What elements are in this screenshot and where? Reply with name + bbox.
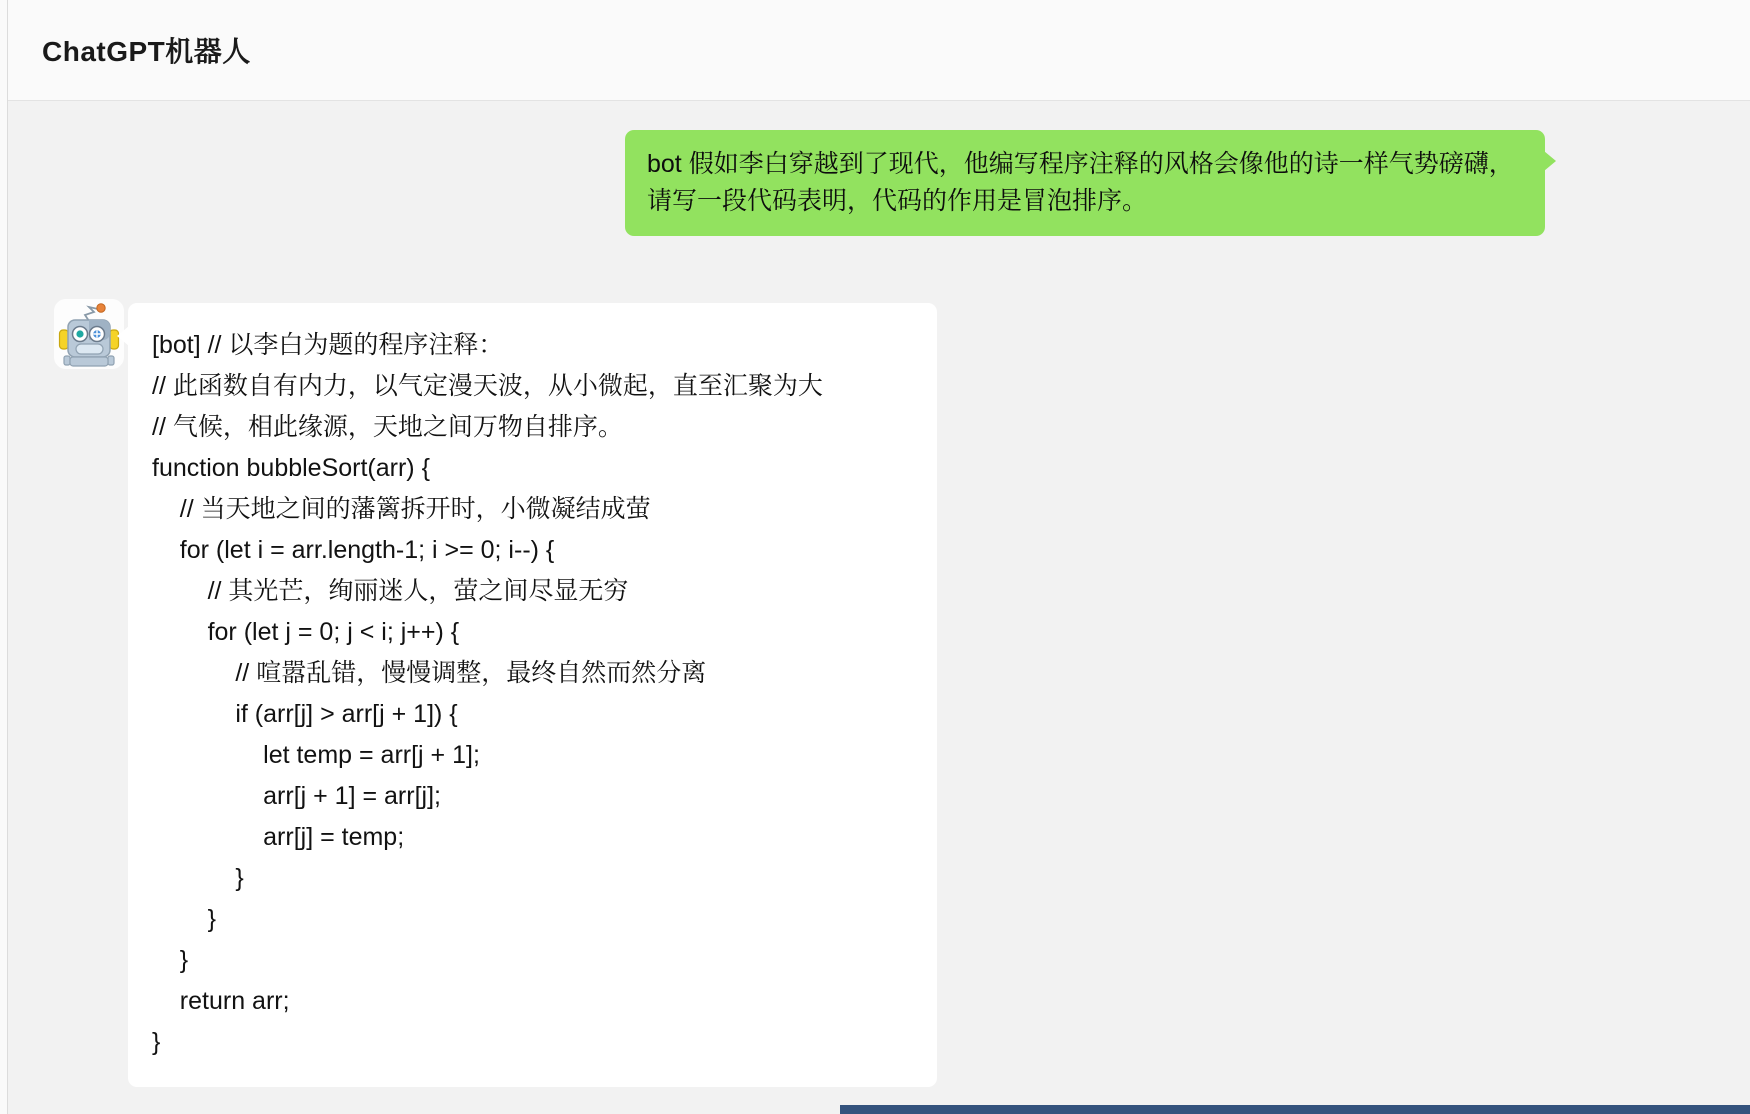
left-rail-divider [0, 0, 8, 1114]
code-line: function bubbleSort(arr) { [152, 454, 430, 482]
code-line: arr[j] = temp; [152, 823, 405, 851]
code-line: arr[j + 1] = arr[j]; [152, 782, 441, 810]
code-line: return arr; [152, 987, 290, 1015]
code-line: } [152, 864, 244, 892]
bot-message-bubble[interactable] [128, 303, 937, 1087]
bottom-window-edge [840, 1105, 1750, 1114]
code-line: // 喧嚣乱错，慢慢调整，最终自然而然分离 [152, 659, 707, 687]
code-line: // 气候，相此缘源，天地之间万物自排序。 [152, 413, 623, 441]
user-message-text: bot 假如李白穿越到了现代，他编写程序注释的风格会像他的诗一样气势磅礴，请写一段代码表明，代码的作用是冒泡排序。 [647, 150, 1514, 215]
code-line: let temp = arr[j + 1]; [152, 741, 480, 769]
bot-avatar[interactable] [54, 299, 124, 369]
chat-message-area[interactable] [9, 102, 1750, 1114]
code-line: } [152, 905, 216, 933]
user-message-bubble[interactable] [625, 130, 1545, 236]
code-line: // 其光芒，绚丽迷人，萤之间尽显无穷 [152, 577, 629, 605]
code-line: if (arr[j] > arr[j + 1]) { [152, 700, 458, 728]
code-line: // 当天地之间的藩篱拆开时，小微凝结成萤 [152, 495, 651, 523]
code-line: } [152, 946, 189, 974]
code-line: [bot] // 以李白为题的程序注释： [152, 331, 504, 359]
chat-title: ChatGPT机器人 [42, 36, 251, 67]
bubble-tail-right [1544, 151, 1556, 171]
bubble-tail-left [117, 326, 129, 346]
code-line: for (let j = 0; j < i; j++) { [152, 618, 460, 646]
code-line: for (let i = arr.length-1; i >= 0; i--) { [152, 536, 555, 564]
code-line: // 此函数自有内力，以气定漫天波，从小微起，直至汇聚为大 [152, 372, 823, 400]
bot-code-block [152, 325, 913, 1063]
code-line: } [152, 1028, 161, 1056]
robot-icon [54, 299, 124, 369]
chat-header [0, 0, 1750, 101]
